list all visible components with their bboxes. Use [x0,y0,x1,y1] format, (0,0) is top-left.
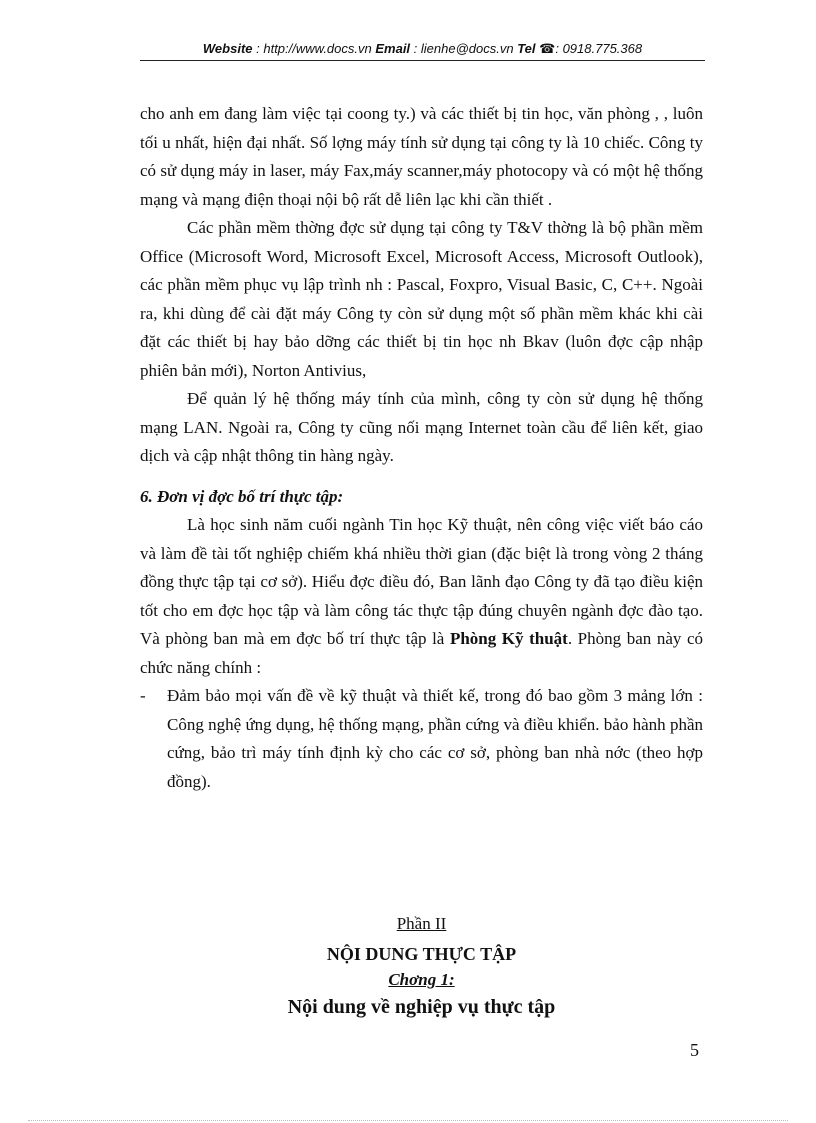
part-title: NỘI DUNG THỰC TẬP [326,944,517,964]
document-body [140,100,703,796]
footer-divider [28,1120,788,1121]
paragraph-software: Các phần mềm thờng đợc sử dụng tại công ty T&V thờng là bộ phần mềm Office (Microsoft Word, Microsoft Excel, Microsoft Access, Microsoft Outlook), các phần mềm phục vụ lập trình nh : Pascal, Foxpro, Visual Basic, C, C++. Ngoài ra, khi dùng để cài đặt máy Công ty còn sử dụng một số phần mềm khác khi cài đặt các thiết bị hay bảo dỡng các thiết bị tin học nh Bkav (luôn đợc cập nhập phiên bản mới), Norton Antivius, [140,218,703,380]
tel-value: ☎: 0918.775.368 [539,41,643,56]
page-number: 5 [690,1040,699,1060]
chapter-label: Chơng 1: [388,970,455,989]
section-6-heading: 6. Đơn vị đợc bố trí thực tập: [140,486,344,506]
paragraph-internship-unit [140,511,703,682]
internship-text-end: . Phòng ban này có chức năng chính : [140,629,703,677]
bullet-marker: - [140,686,146,705]
internship-text-start: Là học sinh năm cuối ngành Tin học Kỹ thuật, nên công việc viết báo cáo và làm đề tài tốt nghiệp chiếm khá nhiều thời gian (đặc biệt là trong vòng 2 tháng đồng thực tập tại cơ sở). Hiểu đợc điều đó, Ban lãnh đạo Công ty đã tạo điều kiện tốt cho em đợc học tập và làm công tác thực tập đúng chuyên ngành đợc đào tạo. Và phòng ban mà em đợc bố trí thực tập là [140,515,703,648]
website-value: : http://www.docs.vn [256,41,372,56]
email-label: Email [375,41,411,56]
chapter-title: Nội dung về nghiệp vụ thực tập [287,996,556,1018]
header-divider [140,60,705,61]
part-label: Phần II [396,914,447,933]
tel-label: Tel [517,41,536,56]
paragraph-network: Để quản lý hệ thống máy tính của mình, công ty còn sử dụng hệ thống mạng LAN. Ngoài ra, Công ty cũng nối mạng Internet toàn cầu để liên kết, giao dịch và cập nhật thông tin hàng ngày. [140,389,703,465]
page-header [140,40,705,58]
paragraph-equipment: cho anh em đang làm việc tại coong ty.) và các thiết bị tin học, văn phòng , , luôn tối u nhất, hiện đại nhất. Số lợng máy tính sử dụng tại công ty là 10 chiếc. Công ty có sử dụng máy in laser, máy Fax,máy scanner,máy photocopy và có một hệ thống mạng và mạng điện thoại nội bộ rất dễ liên lạc khi cần thiết . [140,104,703,209]
list-item [140,682,703,796]
department-name: Phòng Kỹ thuật [449,629,568,648]
website-label: Website [202,41,253,56]
bullet-text: Đảm bảo mọi vấn đề về kỹ thuật và thiết kế, trong đó bao gồm 3 mảng lớn : Công nghệ ứng dụng, hệ thống mạng, phần cứng và điều khiển. bảo hành phần cứng, bảo trì máy tính định kỳ cho các cơ sở, phòng ban nhà nớc (theo hợp đồng). [167,686,703,791]
email-value: : lienhe@docs.vn [413,41,514,56]
spacer [140,471,703,483]
